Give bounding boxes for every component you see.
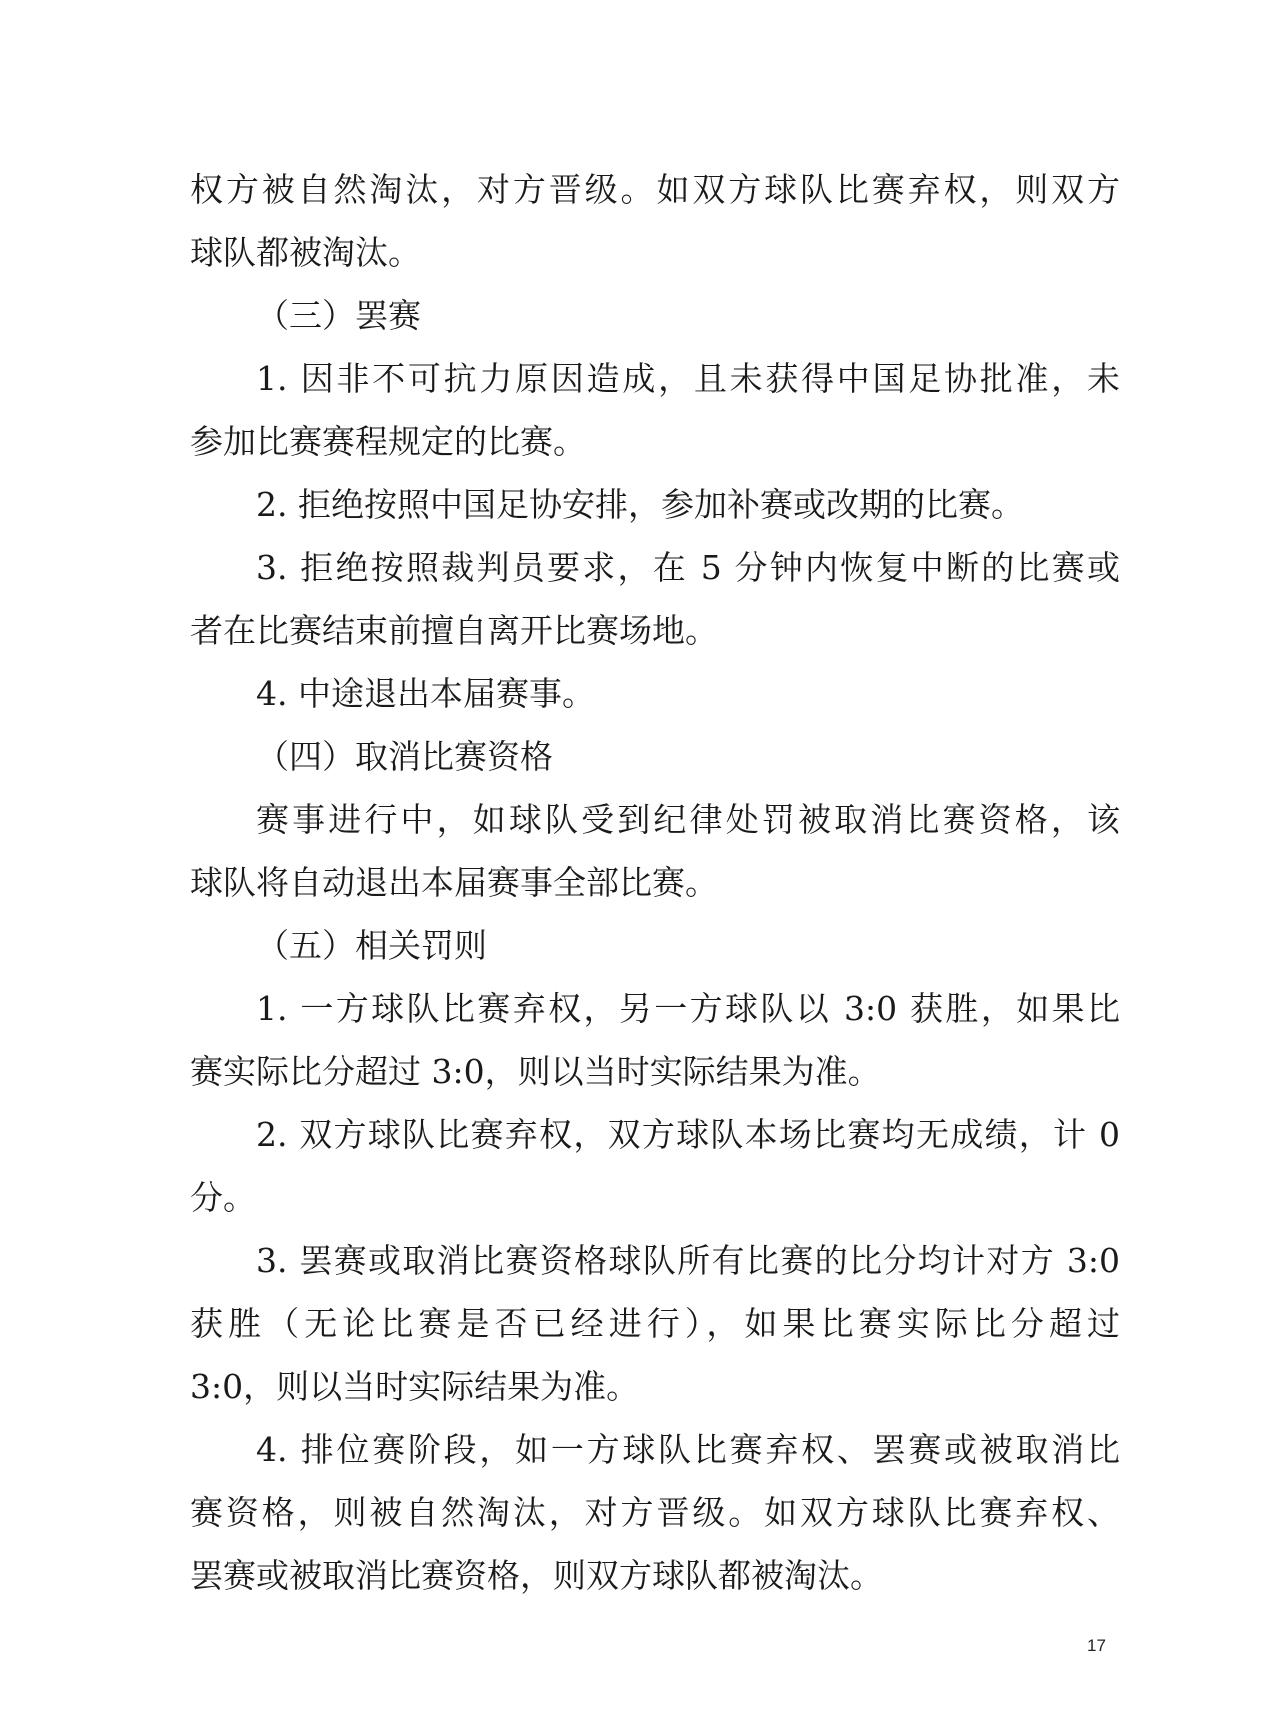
paragraph-line: 者在比赛结束前擅自离开比赛场地。 bbox=[190, 611, 718, 650]
paragraph-line: 罢赛或被取消比赛资格，则双方球队都被淘汰。 bbox=[190, 1556, 883, 1595]
paragraph-line: 1. 一方球队比赛弃权，另一方球队以 3:0 获胜，如果比 bbox=[256, 989, 1120, 1028]
paragraph-line: 分。 bbox=[190, 1178, 256, 1217]
body-text bbox=[190, 158, 1120, 1607]
paragraph-line: 3. 罢赛或取消比赛资格球队所有比赛的比分均计对方 3:0 bbox=[256, 1241, 1120, 1280]
section-heading: （五）相关罚则 bbox=[256, 926, 487, 965]
paragraph-line: 赛事进行中，如球队受到纪律处罚被取消比赛资格，该 bbox=[256, 800, 1120, 839]
paragraph-line: 球队都被淘汰。 bbox=[190, 233, 421, 272]
paragraph-line: 3. 拒绝按照裁判员要求，在 5 分钟内恢复中断的比赛或 bbox=[256, 548, 1120, 587]
paragraph-line: 权方被自然淘汰，对方晋级。如双方球队比赛弃权，则双方 bbox=[190, 170, 1120, 209]
section-heading: （三）罢赛 bbox=[256, 296, 421, 335]
paragraph-line: 赛资格，则被自然淘汰，对方晋级。如双方球队比赛弃权、 bbox=[190, 1493, 1120, 1532]
paragraph-line: 3:0，则以当时实际结果为准。 bbox=[190, 1367, 640, 1406]
paragraph-line: 4. 中途退出本届赛事。 bbox=[256, 674, 595, 713]
paragraph-line: 参加比赛赛程规定的比赛。 bbox=[190, 422, 586, 461]
page-number: 17 bbox=[1087, 1636, 1106, 1655]
paragraph-line: 赛实际比分超过 3:0，则以当时实际结果为准。 bbox=[190, 1052, 881, 1091]
paragraph-line: 获胜（无论比赛是否已经进行），如果比赛实际比分超过 bbox=[190, 1304, 1120, 1343]
paragraph-line: 2. 拒绝按照中国足协安排，参加补赛或改期的比赛。 bbox=[256, 485, 1024, 524]
paragraph-line: 4. 排位赛阶段，如一方球队比赛弃权、罢赛或被取消比 bbox=[256, 1430, 1120, 1469]
paragraph-line: 1. 因非不可抗力原因造成，且未获得中国足协批准，未 bbox=[256, 359, 1120, 398]
paragraph-line: 2. 双方球队比赛弃权，双方球队本场比赛均无成绩，计 0 bbox=[256, 1115, 1120, 1154]
section-heading: （四）取消比赛资格 bbox=[256, 737, 553, 776]
paragraph-line: 球队将自动退出本届赛事全部比赛。 bbox=[190, 863, 718, 902]
